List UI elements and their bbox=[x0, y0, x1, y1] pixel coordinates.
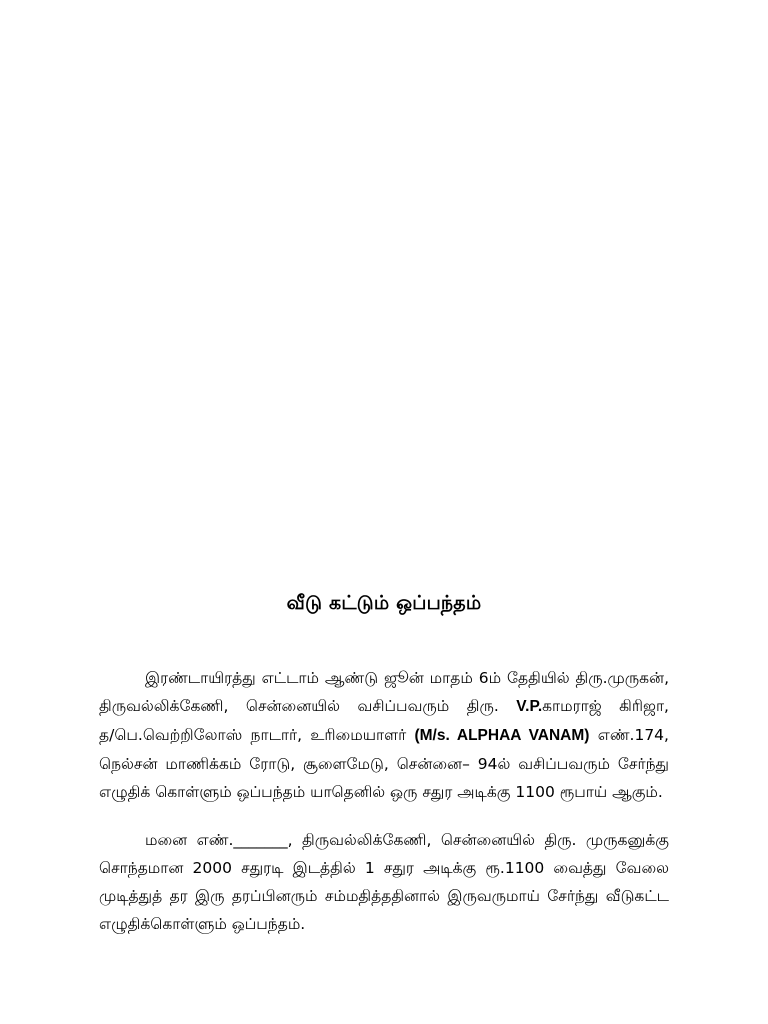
document-title: வீடு கட்டும் ஒப்பந்தம் bbox=[286, 592, 482, 614]
paragraph-2-line-3: முடித்துத் தர இரு தரப்பினரும் சம்மதித்ததினால் இருவருமாய் சேர்ந்து வீடுகட்ட bbox=[99, 887, 669, 905]
paragraph-2-line-4: எழுதிக்கொள்ளும் ஒப்பந்தம். bbox=[99, 915, 306, 933]
paragraph-2 bbox=[99, 826, 669, 938]
paragraph-1-line-2 bbox=[99, 692, 669, 721]
paragraph-1-line-3-text-a: த/பெ.வெற்றிலோஸ் நாடார், உரிமையாளர் bbox=[99, 726, 407, 744]
paragraph-2-line-1: மனை எண்._______, திருவல்லிக்கேணி, சென்னையில் திரு. முருகனுக்கு bbox=[145, 831, 669, 849]
paragraph-1-line-2-text-c: காமராஜ் கிரிஜா, bbox=[542, 697, 669, 715]
paragraph-1-line-4: நெல்சன் மாணிக்கம் ரோடு, சூளைமேடு, சென்னை– 94ல் வசிப்பவரும் சேர்ந்து bbox=[99, 755, 669, 773]
paragraph-1-line-3-company: (M/s. ALPHAA VANAM) bbox=[414, 727, 590, 744]
paragraph-1-line-2-text-a: திருவல்லிக்கேணி, சென்னையில் வசிப்பவரும் திரு. bbox=[99, 697, 499, 715]
paragraph-1-line-2-initials: V.P. bbox=[516, 698, 543, 715]
paragraph-1-line-3-text-c: எண்.174, bbox=[597, 726, 669, 744]
paragraph-2-line-2: சொந்தமான 2000 சதுரடி இடத்தில் 1 சதுர அடிக்கு ரூ.1100 வைத்து வேலை bbox=[99, 859, 669, 877]
paragraph-1-line-3 bbox=[99, 721, 669, 750]
paragraph-1 bbox=[99, 664, 669, 806]
paragraph-1-line-5: எழுதிக் கொள்ளும் ஒப்பந்தம் யாதெனில் ஒரு சதுர அடிக்கு 1100 ரூபாய் ஆகும். bbox=[99, 783, 663, 801]
paragraph-1-line-1: இரண்டாயிரத்து எட்டாம் ஆண்டு ஜூன் மாதம் 6ம் தேதியில் திரு.முருகன், bbox=[145, 669, 669, 687]
